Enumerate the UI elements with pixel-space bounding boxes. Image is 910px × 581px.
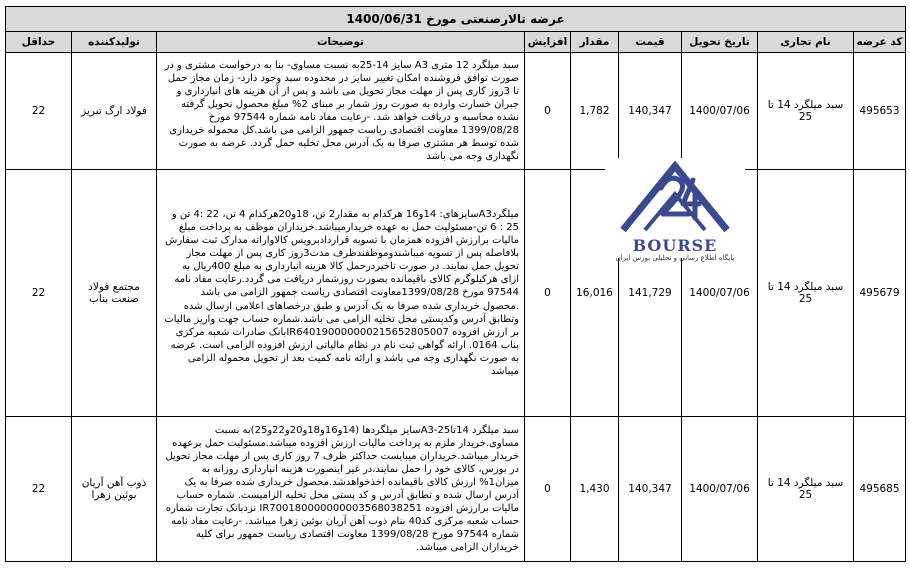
cell-code: 495685 bbox=[854, 417, 906, 562]
table-row bbox=[6, 417, 906, 562]
cell-delivery: 1400/07/06 bbox=[682, 417, 758, 562]
cell-price: 140,347 bbox=[619, 53, 682, 170]
cell-price: 141,729 bbox=[619, 170, 682, 417]
cell-increase: 0 bbox=[525, 170, 571, 417]
cell-code: 495653 bbox=[854, 53, 906, 170]
header-code: کد عرضه bbox=[854, 32, 906, 53]
cell-code: 495679 bbox=[854, 170, 906, 417]
bourse-logo bbox=[605, 158, 745, 262]
header-description: توضیحات bbox=[157, 32, 525, 53]
header-price: قیمت bbox=[619, 32, 682, 53]
page-title: عرضه تالارصنعتی مورخ 1400/06/31 bbox=[6, 7, 906, 32]
logo-text: BOURSE bbox=[632, 236, 718, 255]
cell-description: سبد میلگرد 14تا25-A3سایز میلگردها (14و16و18و20و22و25)به نسبت مساوی.خریدار ملزم به پرداخت مالیات ارزش افزوده میباشد.مسئولیت حمل برعهده خریدار میباشد.خریداران میبایست حداکثر ظرف 7 روز کاری پس از مهلت مجاز تحویل در بورس، کالای خود را حمل نمایند،در غیر اینصورت هزینه انبارداری روزانه به میزان1% ارزش کالای باقیمانده اخذخواهدشد.محصول خریداری شده صرفا به یک آدرس ارسال شده و تطابق آدرس و کد پستی محل تخلیه الزامیست. شماره حساب مالیات برارزش افزوده IR700180000000003568038251 نزدبانک تجارت شماره حساب شعبه مرکزی کد40 بنام ذوب آهن آریان بوئین زهرا میباشد. -رعایت مفاد نامه شماره 97544 مورخ 1399/08/28 معاونت اقتصادی ریاست جمهور برای کلیه خریداران الزامی میباشد. bbox=[157, 417, 525, 562]
logo-subtitle: پایگاه اطلاع رسانی و تحلیلی بورس ایران bbox=[615, 254, 735, 262]
header-increase: افزایش bbox=[525, 32, 571, 53]
cell-name: سبد میلگرد 14 تا 25 bbox=[758, 417, 854, 562]
cell-producer: فولاد ارگ تبریز bbox=[72, 53, 157, 170]
table-row bbox=[6, 53, 906, 170]
cell-amount: 16,016 bbox=[571, 170, 619, 417]
header-delivery: تاریخ تحویل bbox=[682, 32, 758, 53]
table-row bbox=[6, 170, 906, 417]
cell-name: سبد میلگرد 14 تا 25 bbox=[758, 170, 854, 417]
table-header-row bbox=[6, 32, 906, 53]
cell-increase: 0 bbox=[525, 53, 571, 170]
header-producer: تولیدکننده bbox=[72, 32, 157, 53]
cell-amount: 1,782 bbox=[571, 53, 619, 170]
cell-producer: ذوب آهن آریان بوئین زهرا bbox=[72, 417, 157, 562]
cell-producer: مجتمع فولاد صنعت بناب bbox=[72, 170, 157, 417]
cell-minimum: 22 bbox=[6, 53, 72, 170]
cell-delivery: 1400/07/06 bbox=[682, 170, 758, 417]
cell-name: سبد میلگرد 14 تا 25 bbox=[758, 53, 854, 170]
header-minimum: حداقل bbox=[6, 32, 72, 53]
bourse-logo-icon bbox=[605, 158, 745, 238]
cell-description: میلگردA3سایزهای: 14و16 هرکدام به مقدار2 تن، 18و20هرکدام 4 تن، 22 :4 تن و 25 : 6 تن-مسئولیت حمل به عهده خریدارمیباشد.خریداران موظف به پرداخت مبلغ مالیات برارزش افزوده همزمان با تسویه قراردادبرویس کالاواراته مدارک ثبت سفارش بلافاصله پس از تسویه میباشندوموظفندظرف مدت3روز کاری پس از مهلت مجاز تحویل حمل نمایند. در صورت تاخیردرحمل کالا هزینه انبارداری به مبلغ 400ریال به ازای هرکیلوگرم کالای باقیمانده بصورت روزشمار دریافت می گردد.رعایت مفاد نامه 97544 مورخ 1399/08/28معاونت اقتصادی ریاست جمهور الزامی می باشد .محصول خریداری شده صرفا به یک آدرس و طبق درخصاهای اعلامی ارسال شده وتطابق آدرس وکدپستی محل تخلیه الزامی می باشد.شماره حساب جهت واریز مالیات بر ارزش افزوده IR640190000000215652805007بانک صادرات شعبه مرکزی بناب 0164. ارائه گواهی ثبت نام در نظام مالیاتی ارزش افزوده الزامی است. عرضه به صورت نگهداری وجه می باشد و ارائه نامه کمیت بعد از تحویل محموله الزامی میباشد bbox=[157, 170, 525, 417]
cell-amount: 1,430 bbox=[571, 417, 619, 562]
header-amount: مقدار bbox=[571, 32, 619, 53]
cell-increase: 0 bbox=[525, 417, 571, 562]
cell-price: 140,347 bbox=[619, 417, 682, 562]
cell-description: سبد میلگرد 12 متری A3 سایز 14-25به نسبت مساوی- بنا به درخواست مشتری و در صورت توافق فروشنده امکان تغییر سایز در محدوده سبد وجود دارد- زمان مجاز حمل تا 3روز کاری پس از مهلت مجاز تحویل می باشد و پس از آن هزینه های انبارداری و جبران خسارت وارده به صورت روز شمار بر مبنای 2% مبلغ محصول تحویل گرفته نشده محاسبه و دریافت خواهد شد. -رعایت مفاد نامه شماره 97544 مورخ 1399/08/28 معاونت اقتصادی ریاست جمهور الزامی می باشد.کل محموله خریداری شده توسط هر مشتری صرفا به یک آدرس محل تخلیه حمل گردد. عرضه به صورت نگهداری وجه می باشد bbox=[157, 53, 525, 170]
cell-delivery: 1400/07/06 bbox=[682, 53, 758, 170]
offer-table bbox=[5, 6, 906, 562]
header-name: نام تجاری bbox=[758, 32, 854, 53]
cell-minimum: 22 bbox=[6, 170, 72, 417]
cell-minimum: 22 bbox=[6, 417, 72, 562]
